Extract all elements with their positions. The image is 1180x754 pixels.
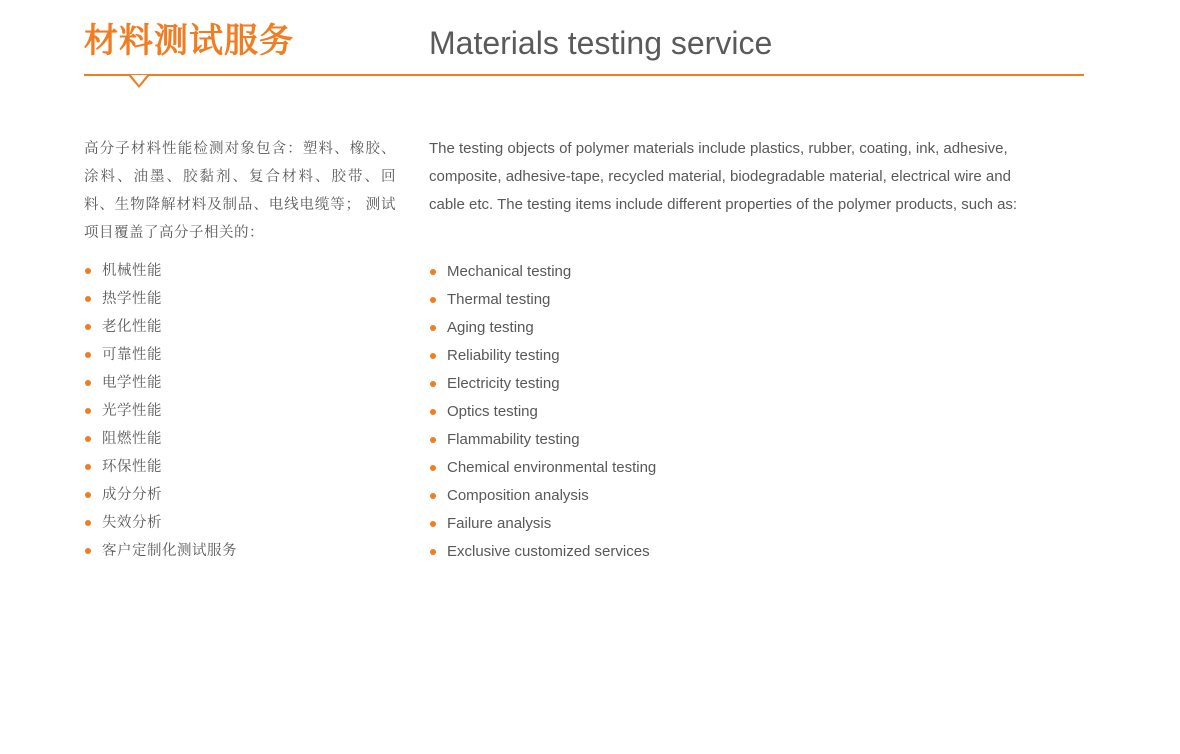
bullet-dot-icon — [85, 296, 91, 302]
list-item — [84, 397, 396, 425]
testing-item-chinese-label: 可靠性能 — [102, 347, 162, 363]
list-item — [429, 538, 1049, 566]
list-item — [84, 341, 396, 369]
list-item — [429, 370, 1049, 398]
list-item — [84, 425, 396, 453]
testing-item-english-label: Reliability testing — [447, 347, 560, 364]
list-item — [429, 314, 1049, 342]
bullet-dot-icon — [430, 437, 436, 443]
list-item — [429, 482, 1049, 510]
header-divider-line — [84, 74, 1084, 76]
list-item — [84, 453, 396, 481]
testing-item-chinese-label: 环保性能 — [102, 459, 162, 475]
bullet-dot-icon — [430, 269, 436, 275]
bullet-dot-icon — [430, 549, 436, 555]
testing-item-chinese-label: 阻燃性能 — [102, 431, 162, 447]
testing-item-english-label: Aging testing — [447, 319, 534, 336]
list-item — [84, 313, 396, 341]
testing-item-english-label: Flammability testing — [447, 431, 580, 448]
bullet-dot-icon — [430, 521, 436, 527]
bullet-dot-icon — [85, 324, 91, 330]
bullet-dot-icon — [430, 353, 436, 359]
list-item — [429, 258, 1049, 286]
testing-item-chinese-label: 客户定制化测试服务 — [102, 543, 237, 559]
bullet-dot-icon — [430, 297, 436, 303]
bullet-dot-icon — [85, 352, 91, 358]
list-item — [429, 454, 1049, 482]
header-divider-notch-inner-icon — [131, 75, 147, 85]
bullet-dot-icon — [85, 380, 91, 386]
testing-item-english-label: Failure analysis — [447, 515, 552, 532]
bullet-dot-icon — [85, 520, 91, 526]
list-item — [84, 285, 396, 313]
bullet-dot-icon — [430, 381, 436, 387]
bullet-dot-icon — [85, 492, 91, 498]
bullet-dot-icon — [85, 268, 91, 274]
bullet-dot-icon — [85, 464, 91, 470]
list-item — [429, 510, 1049, 538]
testing-item-english-label: Chemical environmental testing — [447, 459, 657, 476]
testing-item-chinese-label: 电学性能 — [102, 375, 162, 391]
page-title-chinese: 材料测试服务 — [84, 22, 294, 60]
bullet-dot-icon — [430, 493, 436, 499]
testing-item-chinese-label: 光学性能 — [102, 403, 162, 419]
list-item — [84, 537, 396, 565]
page-title-english: Materials testing service — [429, 25, 773, 61]
intro-paragraph-english: The testing objects of polymer materials include plastics, rubber, coating, ink, adhesive, composite, adhesive-tape, recycled material, biodegradable material, electrical wire and cable etc. The testing items include different properties of the polymer products, such as: — [429, 140, 1018, 213]
list-item — [429, 286, 1049, 314]
bullet-dot-icon — [430, 325, 436, 331]
list-item — [84, 257, 396, 285]
testing-item-chinese-label: 热学性能 — [102, 291, 162, 307]
intro-column-english — [429, 120, 1049, 234]
testing-items-list-chinese — [84, 257, 396, 565]
testing-item-english-label: Electricity testing — [447, 375, 560, 392]
intro-paragraph-chinese: 高分子材料性能检测对象包含：塑料、橡胶、涂料、油墨、胶黏剂、复合材料、胶带、回料、生物降解材料及制品、电线电缆等； 测试项目覆盖了高分子相关的： — [84, 140, 396, 241]
testing-item-chinese-label: 失效分析 — [102, 515, 162, 531]
list-item — [429, 426, 1049, 454]
testing-item-chinese-label: 成分分析 — [102, 487, 162, 503]
list-item — [84, 481, 396, 509]
list-item — [84, 509, 396, 537]
testing-item-chinese-label: 机械性能 — [102, 263, 162, 279]
page-header — [84, 18, 1084, 80]
bullet-dot-icon — [85, 548, 91, 554]
testing-item-english-label: Composition analysis — [447, 487, 589, 504]
list-item — [429, 398, 1049, 426]
bullet-dot-icon — [85, 436, 91, 442]
testing-items-list-english — [429, 258, 1049, 566]
bullet-dot-icon — [430, 409, 436, 415]
list-item — [429, 342, 1049, 370]
testing-item-chinese-label: 老化性能 — [102, 319, 162, 335]
testing-item-english-label: Optics testing — [447, 403, 538, 420]
bullet-dot-icon — [430, 465, 436, 471]
bullet-dot-icon — [85, 408, 91, 414]
testing-item-english-label: Exclusive customized services — [447, 543, 650, 560]
list-item — [84, 369, 396, 397]
intro-column-chinese — [84, 120, 396, 261]
testing-item-english-label: Thermal testing — [447, 291, 551, 308]
testing-item-english-label: Mechanical testing — [447, 263, 572, 280]
